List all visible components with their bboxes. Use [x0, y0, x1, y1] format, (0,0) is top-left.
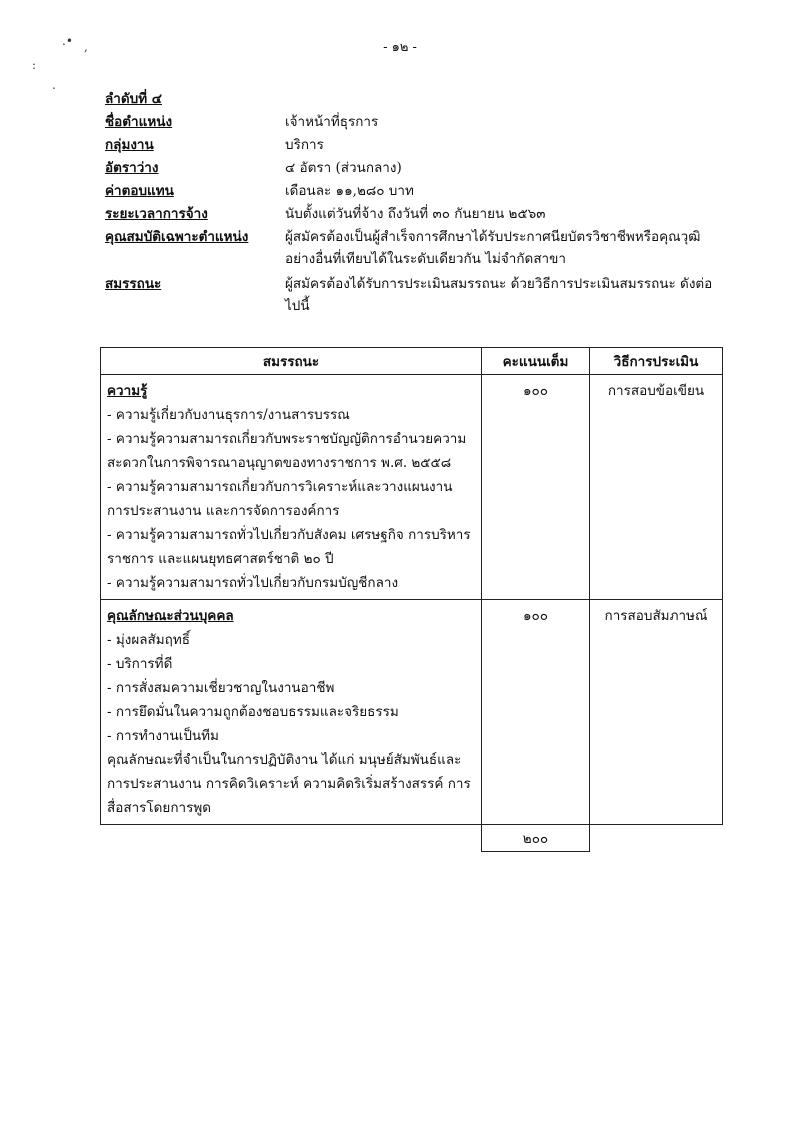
total-score: ๒๐๐ [482, 825, 590, 852]
knowledge-title: ความรู้ [107, 383, 148, 399]
info-value-position: เจ้าหน้าที่ธุรการ [285, 114, 379, 130]
table-row-personal [101, 600, 723, 825]
info-row-qualification [105, 226, 715, 270]
personal-cell [101, 600, 482, 825]
info-value-period: นับตั้งแต่วันที่จ้าง ถึงวันที่ ๓๐ กันยายน ๒๕๖๓ [285, 206, 546, 222]
personal-item-3: - การสั่งสมความเชี่ยวชาญในงานอาชีพ [107, 680, 335, 696]
knowledge-method: การสอบข้อเขียน [607, 383, 705, 399]
position-info [105, 88, 715, 320]
knowledge-item-5: - ความรู้ความสามารถทั่วไปเกี่ยวกับกรมบัญชีกลาง [107, 575, 399, 591]
info-label-position: ชื่อตำแหน่ง [105, 114, 173, 130]
info-value-competency: ผู้สมัครต้องได้รับการประเมินสมรรถนะ ด้วยวิธีการประเมินสมรรถนะ ดังต่อไปนี้ [285, 276, 713, 314]
personal-item-4: - การยึดมั่นในความถูกต้องชอบธรรมและจริยธรรม [107, 704, 399, 720]
personal-method: การสอบสัมภาษณ์ [604, 608, 708, 624]
info-row-competency [105, 273, 715, 317]
knowledge-score: ๑๐๐ [522, 383, 549, 399]
info-row-position [105, 111, 715, 134]
info-label-qualification: คุณสมบัติเฉพาะตำแหน่ง [105, 229, 249, 245]
page-number: - ๑๒ - [383, 40, 417, 55]
knowledge-item-3: - ความรู้ความสามารถเกี่ยวกับการวิเคราะห์และวางแผนงาน การประสานงาน และการจัดการองค์การ [107, 479, 453, 519]
personal-method-cell [590, 600, 723, 825]
total-blank-cell [101, 825, 482, 852]
header-competency: สมรรถนะ [101, 348, 482, 375]
personal-item-6: คุณลักษณะที่จำเป็นในการปฏิบัติงาน ได้แก่ มนุษย์สัมพันธ์และการประสานงาน การคิดวิเคราะห์ ความคิดริเริ่มสร้างสรรค์ การสื่อสารโดยการพูด [107, 752, 471, 816]
info-value-order [285, 88, 715, 111]
info-value-qualification: ผู้สมัครต้องเป็นผู้สำเร็จการศึกษาได้รับประกาศนียบัตรวิชาชีพหรือคุณวุฒิอย่างอื่นที่เทียบได้ในระดับเดียวกัน ไม่จำกัดสาขา [285, 229, 701, 267]
header-full-score: คะแนนเต็ม [482, 348, 590, 375]
info-value-vacancy: ๔ อัตรา (ส่วนกลาง) [285, 160, 402, 176]
info-row-group [105, 134, 715, 157]
knowledge-item-2: - ความรู้ความสามารถเกี่ยวกับพระราชบัญญัติการอำนวยความสะดวกในการพิจารณาอนุญาตของทางราชการ พ.ศ. ๒๕๕๘ [107, 431, 467, 471]
info-row-vacancy [105, 157, 715, 180]
personal-score-cell [482, 600, 590, 825]
info-label-salary: ค่าตอบแทน [105, 183, 174, 199]
table-header-row [101, 348, 723, 375]
personal-score: ๑๐๐ [522, 608, 549, 624]
personal-item-5: - การทำงานเป็นทีม [107, 728, 219, 744]
table-row-knowledge [101, 375, 723, 600]
knowledge-method-cell [590, 375, 723, 600]
info-label-vacancy: อัตราว่าง [105, 160, 159, 176]
knowledge-cell [101, 375, 482, 600]
scan-speck-3: : [32, 58, 37, 72]
knowledge-item-1: - ความรู้เกี่ยวกับงานธุรการ/งานสารบรรณ [107, 407, 350, 423]
info-value-salary: เดือนละ ๑๑,๒๘๐ บาท [285, 183, 414, 199]
knowledge-item-4: - ความรู้ความสามารถทั่วไปเกี่ยวกับสังคม เศรษฐกิจ การบริหารราชการ และแผนยุทธศาสตร์ชาติ ๒๐ ปี [107, 527, 471, 567]
personal-title: คุณลักษณะส่วนบุคคล [107, 608, 234, 624]
info-label-period: ระยะเวลาการจ้าง [105, 206, 208, 222]
info-row-period [105, 203, 715, 226]
scan-speck-4: . [52, 78, 56, 92]
info-row-order [105, 88, 715, 111]
personal-item-2: - บริการที่ดี [107, 656, 173, 672]
personal-item-1: - มุ่งผลสัมฤทธิ์ [107, 632, 190, 648]
info-value-group: บริการ [285, 137, 324, 153]
info-label-competency: สมรรถนะ [105, 276, 162, 292]
scan-speck-1: .• [62, 34, 73, 48]
total-blank-cell-2 [590, 825, 723, 852]
knowledge-score-cell [482, 375, 590, 600]
scan-speck-2: , [84, 40, 88, 54]
table-total-row [101, 825, 723, 852]
header-method: วิธีการประเมิน [590, 348, 723, 375]
info-row-salary [105, 180, 715, 203]
info-label-order: ลำดับที่ ๔ [105, 91, 163, 107]
info-label-group: กลุ่มงาน [105, 137, 154, 153]
competency-table [100, 347, 723, 852]
